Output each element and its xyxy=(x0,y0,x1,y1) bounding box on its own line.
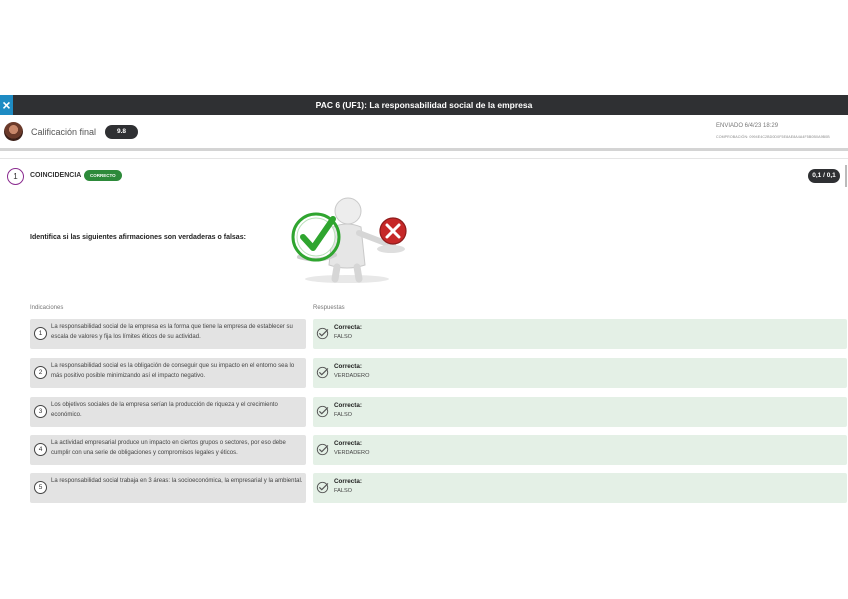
statement-number: 5 xyxy=(34,481,47,494)
answer xyxy=(313,435,847,465)
statement xyxy=(30,473,306,503)
answer-label: Correcta: xyxy=(334,363,362,370)
answer xyxy=(313,473,847,503)
answer-value: VERDADERO xyxy=(334,373,370,379)
answer xyxy=(313,358,847,388)
grade-label: Calificación final xyxy=(31,127,97,137)
sent-date: ENVIADO 6/4/23 18:29 xyxy=(716,123,779,129)
match-row xyxy=(30,358,847,388)
check-circle-icon xyxy=(316,443,329,456)
true-false-illustration xyxy=(285,187,415,285)
match-row xyxy=(30,319,847,349)
status-badge: CORRECTO xyxy=(84,170,122,181)
statement-number: 3 xyxy=(34,405,47,418)
answer xyxy=(313,397,847,427)
statement-text: La responsabilidad social es la obligación de conseguir que su impacto en el entorno sea lo más positivo posible minimizando así el impacto negativo. xyxy=(51,363,295,379)
check-circle-icon xyxy=(316,481,329,494)
question-number: 1 xyxy=(7,168,24,185)
answer xyxy=(313,319,847,349)
statement xyxy=(30,319,306,349)
close-icon[interactable]: × xyxy=(0,95,13,115)
answer-value: FALSO xyxy=(334,334,353,340)
question-score: 0,1 / 0,1 xyxy=(808,169,840,183)
answer-label: Correcta: xyxy=(334,440,362,447)
match-row xyxy=(30,397,847,427)
statements-header: Indicaciones xyxy=(30,305,64,311)
window-title: PAC 6 (UF1): La responsabilidad social de la empresa xyxy=(315,100,533,110)
statement xyxy=(30,358,306,388)
statement xyxy=(30,397,306,427)
divider xyxy=(845,165,847,187)
statement-number: 4 xyxy=(34,443,47,456)
answer-label: Correcta: xyxy=(334,402,362,409)
check-circle-icon xyxy=(316,405,329,418)
answers-header: Respuestas xyxy=(313,305,345,311)
check-circle-icon xyxy=(316,327,329,340)
answer-value: FALSO xyxy=(334,412,353,418)
verification-code: COMPROBACIÓN: 0994E4C2BD0D0F5E8AE8A4A4F5B0B0A9B0B xyxy=(716,135,830,139)
statement-number: 2 xyxy=(34,366,47,379)
answer-value: FALSO xyxy=(334,488,353,494)
answer-label: Correcta: xyxy=(334,324,362,331)
statement-number: 1 xyxy=(34,327,47,340)
question-instruction: Identifica si las siguientes afirmaciones son verdaderas o falsas: xyxy=(30,234,246,241)
grade-bar xyxy=(0,115,848,151)
avatar xyxy=(4,122,23,141)
grade-badge: 9.8 xyxy=(105,125,138,139)
question-card xyxy=(0,158,848,503)
window-titlebar xyxy=(0,95,848,115)
match-row xyxy=(30,435,847,465)
statement-text: La actividad empresarial produce un impacto en ciertos grupos o sectores, por eso debe cumplir con una serie de obligaciones y compromisos legales y éticos. xyxy=(51,440,286,456)
statement-text: Los objetivos sociales de la empresa serían la producción de riqueza y el crecimiento económico. xyxy=(51,402,278,418)
match-row xyxy=(30,473,847,503)
question-type: COINCIDENCIA xyxy=(30,172,82,179)
answer-value: VERDADERO xyxy=(334,450,370,456)
check-circle-icon xyxy=(316,366,329,379)
statement-text: La responsabilidad social trabaja en 3 áreas: la socioeconómica, la empresarial y la ambiental. xyxy=(51,478,303,484)
statement-text: La responsabilidad social de la empresa es la forma que tiene la empresa de establecer su escala de valores y fija los límites éticos de su actividad. xyxy=(51,324,293,340)
statement xyxy=(30,435,306,465)
answer-label: Correcta: xyxy=(334,478,362,485)
